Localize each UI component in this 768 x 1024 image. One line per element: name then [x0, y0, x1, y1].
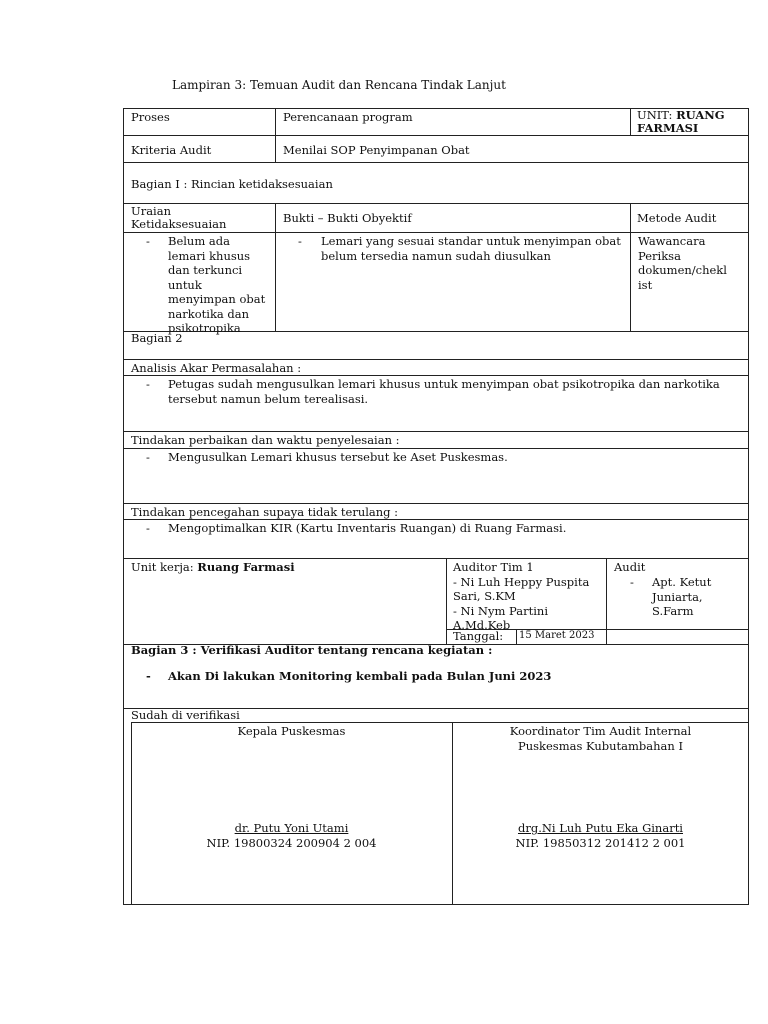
tanggal-value: 15 Maret 2023 — [519, 630, 595, 641]
auditor-cell — [453, 560, 589, 633]
bukti-line: Lemari yang sesuai standar untuk menyimpan obat — [321, 234, 621, 248]
koordinator-title-line: Koordinator Tim Audit Internal — [509, 724, 692, 738]
col-divider — [606, 558, 607, 644]
metode-cell — [638, 234, 727, 292]
row-divider — [123, 503, 749, 504]
unit-kerja-cell — [131, 560, 295, 575]
koordinator-signature — [452, 821, 749, 850]
bagian2-title: Bagian 2 — [131, 331, 183, 345]
uraian-line: narkotika dan — [168, 306, 250, 321]
metode-header: Metode Audit — [637, 211, 717, 225]
auditor-line: - Ni Nym Partini — [453, 603, 549, 618]
col-divider — [630, 108, 631, 135]
uraian-line: lemari khusus — [168, 248, 251, 263]
koordinator-name: drg.Ni Luh Putu Eka Ginarti — [517, 821, 683, 835]
analisis-label: Analisis Akar Permasalahan : — [131, 361, 302, 375]
metode-line: ist — [638, 277, 653, 292]
tanggal-label: Tanggal: — [453, 629, 504, 643]
row-divider — [123, 232, 749, 233]
row-divider — [123, 431, 749, 432]
uraian-line: Belum ada — [168, 234, 230, 248]
row-divider — [123, 135, 749, 136]
koordinator-title-line: Puskesmas Kubutambahan I — [517, 738, 684, 753]
bullet: - — [146, 377, 150, 391]
uraian-line: psikotropika — [168, 321, 241, 335]
col-divider — [131, 722, 132, 905]
uraian-header-line: Uraian — [131, 204, 171, 218]
row-divider — [123, 359, 749, 360]
kepala-signature — [131, 821, 452, 850]
proses-value: Perencanaan program — [283, 110, 413, 124]
uraian-line: untuk — [168, 277, 202, 292]
analisis-text — [168, 377, 720, 406]
pencegahan-item: Mengoptimalkan KIR (Kartu Inventaris Ruangan) di Ruang Farmasi. — [168, 521, 567, 535]
kriteria-value: Menilai SOP Penyimpanan Obat — [283, 143, 470, 157]
perbaikan-item: Mengusulkan Lemari khusus tersebut ke Aset Puskesmas. — [168, 450, 508, 464]
unit-value: FARMASI — [637, 121, 699, 135]
verifikasi-label: Sudah di verifikasi — [131, 708, 240, 722]
bukti-line: belum tersedia namun sudah diusulkan — [321, 248, 551, 263]
bullet: - — [146, 669, 151, 683]
auditor-line: - Ni Luh Heppy Puspita — [453, 574, 590, 589]
perbaikan-label: Tindakan perbaikan dan waktu penyelesaian : — [131, 433, 400, 447]
uraian-header — [131, 205, 226, 231]
bukti-header: Bukti – Bukti Obyektif — [283, 211, 412, 225]
uraian-line: dan terkunci — [168, 263, 243, 277]
kepala-title: Kepala Puskesmas — [237, 724, 346, 738]
bagian3-title: Bagian 3 : Verifikasi Auditor tentang rencana kegiatan : — [131, 643, 493, 657]
unit-value: RUANG — [676, 108, 725, 122]
kepala-nip: NIP. 19800324 200904 2 004 — [206, 835, 377, 850]
koordinator-title — [452, 724, 749, 753]
uraian-cell — [168, 234, 265, 336]
metode-line: dokumen/chekl — [638, 263, 727, 277]
audit-line: S.Farm — [652, 604, 694, 618]
bagian3-item: Akan Di lakukan Monitoring kembali pada Bulan Juni 2023 — [168, 669, 552, 683]
unit-kerja-value: Ruang Farmasi — [197, 560, 295, 574]
row-divider — [123, 162, 749, 163]
koordinator-nip: NIP. 19850312 201412 2 001 — [515, 835, 686, 850]
bullet: - — [298, 234, 302, 248]
row-divider — [131, 722, 749, 723]
unit-cell — [637, 109, 725, 135]
audit-cell — [652, 575, 711, 619]
auditor-title: Auditor Tim 1 — [453, 560, 534, 574]
kepala-name: dr. Putu Yoni Utami — [234, 821, 349, 835]
audit-line: Apt. Ketut — [652, 575, 712, 589]
proses-label: Proses — [131, 110, 170, 124]
row-divider — [123, 558, 749, 559]
pencegahan-label: Tindakan pencegahan supaya tidak terulang : — [131, 505, 399, 519]
row-divider — [123, 203, 749, 204]
bullet: - — [630, 575, 634, 589]
col-divider — [630, 203, 631, 331]
unit-label: UNIT: — [637, 108, 673, 122]
analisis-line: tersebut namun belum terealisasi. — [168, 391, 369, 406]
col-divider — [275, 108, 276, 162]
metode-line: Periksa — [638, 248, 681, 263]
col-divider — [275, 203, 276, 331]
audit-title: Audit — [614, 560, 646, 574]
auditor-line: Sari, S.KM — [453, 589, 516, 603]
bullet: - — [146, 450, 150, 464]
bullet: - — [146, 521, 150, 535]
uraian-line: menyimpan obat — [168, 292, 266, 306]
document-title: Lampiran 3: Temuan Audit dan Rencana Tindak Lanjut — [172, 78, 506, 92]
bukti-cell — [321, 234, 621, 263]
analisis-line: Petugas sudah mengusulkan lemari khusus untuk menyimpan obat psikotropika dan narkotika — [168, 377, 720, 391]
kriteria-label: Kriteria Audit — [131, 143, 212, 157]
metode-line: Wawancara — [638, 234, 706, 248]
col-divider — [446, 558, 447, 644]
auditor-line: A.Md.Keb — [453, 618, 511, 632]
uraian-header-line: Ketidaksesuaian — [131, 217, 227, 231]
bagian1-title: Bagian I : Rincian ketidaksesuaian — [131, 177, 333, 191]
row-divider — [123, 448, 749, 449]
bullet: - — [146, 234, 150, 248]
unit-kerja-label: Unit kerja: — [131, 560, 194, 574]
audit-line: Juniarta, — [652, 589, 703, 604]
